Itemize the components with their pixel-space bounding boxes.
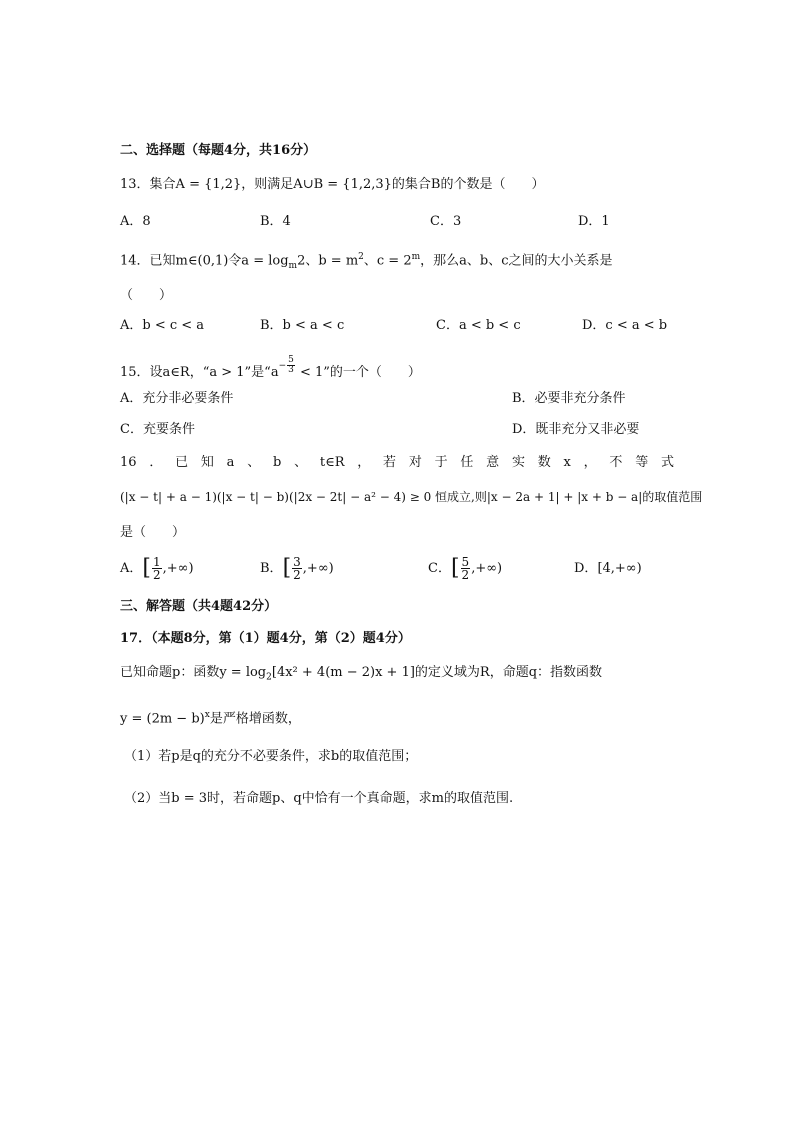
q16-option-c-tail: ,+∞) xyxy=(471,561,503,576)
question-17-part-2: （2）当b = 3时，若命题p、q中恰有一个真命题，求m的取值范围. xyxy=(124,791,514,806)
question-15-option-a: A．充分非必要条件 xyxy=(120,391,234,406)
q17-log-base: 2 xyxy=(266,672,272,683)
q14-stem-part3: 、c = 2 xyxy=(363,253,412,269)
q14-stem-part2: 2、b = m xyxy=(297,253,359,269)
q16-option-c-bracket: [ xyxy=(450,555,460,581)
q14-stem-part1: 14．已知m∈(0,1)令a = log xyxy=(120,253,289,269)
question-16-option-c xyxy=(428,556,502,581)
q17-line2-pre: y = (2m − b) xyxy=(120,711,205,727)
question-17-line-2 xyxy=(120,706,301,728)
question-16-option-b xyxy=(260,556,334,581)
q16-option-b-bracket: [ xyxy=(282,555,292,581)
q16-option-b-label: B． xyxy=(260,561,283,576)
q17-line1-pre: 已知命题p：函数y = log xyxy=(120,665,267,680)
q16-option-a-fraction xyxy=(152,556,162,581)
q16-option-a-label: A． xyxy=(120,561,143,576)
q16-option-b-fraction xyxy=(292,556,302,581)
q17-line2-post: 是严格增函数， xyxy=(209,711,301,727)
question-13-option-b: B．4 xyxy=(260,214,291,229)
question-14-option-a: A．b < c < a xyxy=(120,318,205,333)
q15-exponent xyxy=(278,355,296,375)
question-16-option-d xyxy=(574,560,642,578)
q16-option-a-tail: ,+∞) xyxy=(162,561,194,576)
q16-option-d-label: D． xyxy=(574,561,598,576)
question-15-option-b: B．必要非充分条件 xyxy=(512,391,626,406)
q14-exponent-1: 2 xyxy=(358,252,364,262)
question-15-option-c: C．充要条件 xyxy=(120,422,195,437)
q15-stem-pre: 15．设a∈R，“a > 1”是“a xyxy=(120,365,279,380)
q16-option-a-bracket: [ xyxy=(142,555,151,581)
question-16-line-2: (|x − t| + a − 1)(|x − t| − b)(|2x − 2t| − a² − 4) ≥ 0 恒成立,则|x − 2a + 1| + |x + b − a|的取值范围 xyxy=(120,490,703,504)
q15-exp-den: 3 xyxy=(288,365,294,375)
question-16-line-1: 16．已知a、b、t∈R，若对于任意实数x，不等式 xyxy=(120,455,674,470)
question-13-option-a: A．8 xyxy=(120,214,151,229)
q16-option-a-den: 2 xyxy=(152,568,161,582)
question-14-option-b: B．b < a < c xyxy=(260,318,345,333)
question-14-option-d: D．c < a < b xyxy=(582,318,668,333)
q16-option-b-den: 2 xyxy=(293,568,301,582)
q17-line1-post: [4x² + 4(m − 2)x + 1]的定义域为R，命题q：指数函数 xyxy=(271,665,603,680)
q16-option-c-num: 5 xyxy=(461,555,470,569)
q15-exp-fraction xyxy=(287,356,295,375)
question-16-option-a xyxy=(120,556,194,581)
question-14-stem xyxy=(120,248,613,275)
question-17-part-1: （1）若p是q的充分不必要条件，求b的取值范围； xyxy=(124,749,418,764)
question-13-stem: 13．集合A = {1,2}，则满足A∪B = {1,2,3}的集合B的个数是（ ） xyxy=(120,177,545,192)
question-15-option-d: D．既非充分又非必要 xyxy=(512,422,640,437)
question-14-bracket: （ ） xyxy=(120,288,173,303)
question-17-line-1 xyxy=(120,664,602,687)
section-3-heading: 三、解答题（共4题42分） xyxy=(120,599,278,614)
q15-stem-post: < 1”的一个（ ） xyxy=(295,365,421,380)
question-13-option-d: D．1 xyxy=(578,214,610,229)
q17-exponent: x xyxy=(204,710,210,720)
q16-option-b-num: 3 xyxy=(293,555,301,569)
q15-exp-sign: − xyxy=(278,361,287,371)
question-13-option-c: C．3 xyxy=(430,214,462,229)
question-14-option-c: C．a < b < c xyxy=(436,318,521,333)
q16-option-c-fraction xyxy=(461,556,471,581)
question-17-title: 17．（本题8分，第（1）题4分，第（2）题4分） xyxy=(120,631,411,646)
q16-option-a-num: 1 xyxy=(152,555,161,569)
q16-option-c-den: 2 xyxy=(461,568,470,582)
q15-exp-num: 5 xyxy=(288,355,294,365)
q16-option-c-label: C． xyxy=(428,561,451,576)
q16-option-d-text: [4,+∞) xyxy=(597,561,642,576)
q16-option-b-tail: ,+∞) xyxy=(302,561,334,576)
question-15-stem xyxy=(120,356,421,382)
q14-stem-part4: ，那么a、b、c之间的大小关系是 xyxy=(420,253,613,269)
q14-log-base: m xyxy=(288,260,298,271)
question-16-line-3: 是（ ） xyxy=(120,525,186,540)
section-2-heading: 二、选择题（每题4分，共16分） xyxy=(120,143,317,158)
q14-exponent-2: m xyxy=(411,252,421,262)
